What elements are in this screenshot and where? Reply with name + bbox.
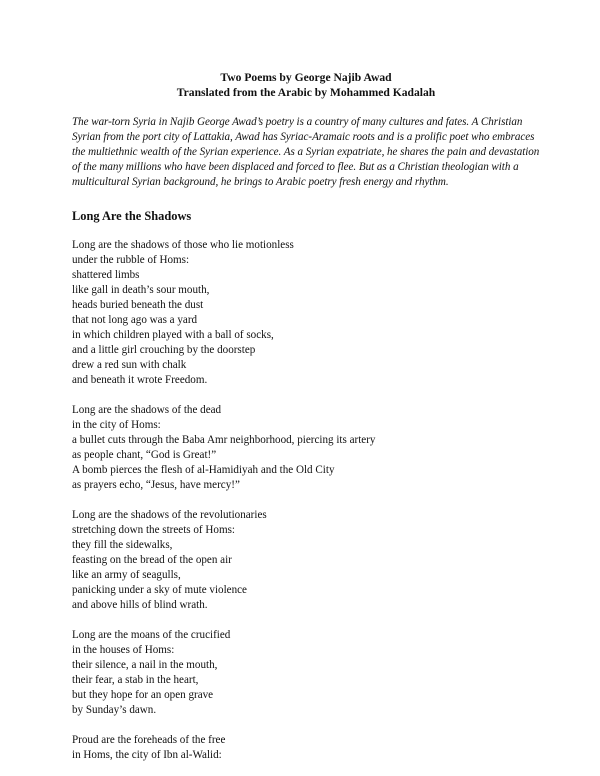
poem-line: and a little girl crouching by the doorstep <box>72 344 256 356</box>
poem-line: feasting on the bread of the open air <box>72 554 232 566</box>
poem-line: a bullet cuts through the Baba Amr neighborhood, piercing its artery <box>72 434 376 446</box>
poem-line: but they hope for an open grave <box>72 689 214 701</box>
poem-line: in which children played with a ball of socks, <box>72 329 274 341</box>
poem-line: their silence, a nail in the mouth, <box>72 659 218 671</box>
stanza <box>72 628 540 718</box>
poem-line: that not long ago was a yard <box>72 314 198 326</box>
poem-line: like gall in death’s sour mouth, <box>72 284 210 296</box>
poem-line: in the houses of Homs: <box>72 644 175 656</box>
poem-line: like an army of seagulls, <box>72 569 181 581</box>
stanza <box>72 733 540 763</box>
poem-line: drew a red sun with chalk <box>72 359 187 371</box>
poem-line: they fill the sidewalks, <box>72 539 173 551</box>
poem-line: and beneath it wrote Freedom. <box>72 374 208 386</box>
poem-line: Long are the shadows of the revolutionaries <box>72 509 267 521</box>
poem-line: in Homs, the city of Ibn al-Walid: <box>72 749 222 761</box>
document-title: Two Poems by George Najib Awad <box>220 71 392 84</box>
poem-title: Long Are the Shadows <box>72 209 192 223</box>
poem-line: Long are the shadows of those who lie motionless <box>72 239 294 251</box>
poem-line: their fear, a stab in the heart, <box>72 674 199 686</box>
poem-line: under the rubble of Homs: <box>72 254 190 266</box>
translator-credit: Translated from the Arabic by Mohammed Kadalah <box>176 86 436 99</box>
intro-paragraph: The war-torn Syria in Najib George Awad’s poetry is a country of many cultures and fates. A Christian Syrian from the port city of Lattakia, Awad has Syriac-Aramaic roots and is a prolific poet who embraces the multiethnic wealth of the Syrian experience. As a Syrian expatriate, he shares the pain and devastation of the many millions who have been displaced and forced to flee. But as a Christian theologian with a multicultural Syrian background, he brings to Arabic poetry fresh energy and rhythm. <box>72 116 540 188</box>
poem-line: heads buried beneath the dust <box>72 299 204 311</box>
poem-line: by Sunday’s dawn. <box>72 704 157 716</box>
poem-line: as prayers echo, “Jesus, have mercy!” <box>72 479 240 491</box>
stanza <box>72 403 540 493</box>
poem-line: panicking under a sky of mute violence <box>72 584 247 596</box>
stanza <box>72 508 540 613</box>
poem-line: and above hills of blind wrath. <box>72 599 208 611</box>
poem-line: Long are the moans of the crucified <box>72 629 231 641</box>
poem-line: as people chant, “God is Great!” <box>72 449 217 461</box>
poem-line: Long are the shadows of the dead <box>72 404 222 416</box>
poem-line: in the city of Homs: <box>72 419 161 431</box>
poem-line: A bomb pierces the flesh of al-Hamidiyah and the Old City <box>72 464 335 476</box>
stanza <box>72 238 540 388</box>
poem-line: shattered limbs <box>72 269 140 281</box>
poem-body <box>72 238 540 763</box>
poem-line: stretching down the streets of Homs: <box>72 524 235 536</box>
poem-line: Proud are the foreheads of the free <box>72 734 226 746</box>
